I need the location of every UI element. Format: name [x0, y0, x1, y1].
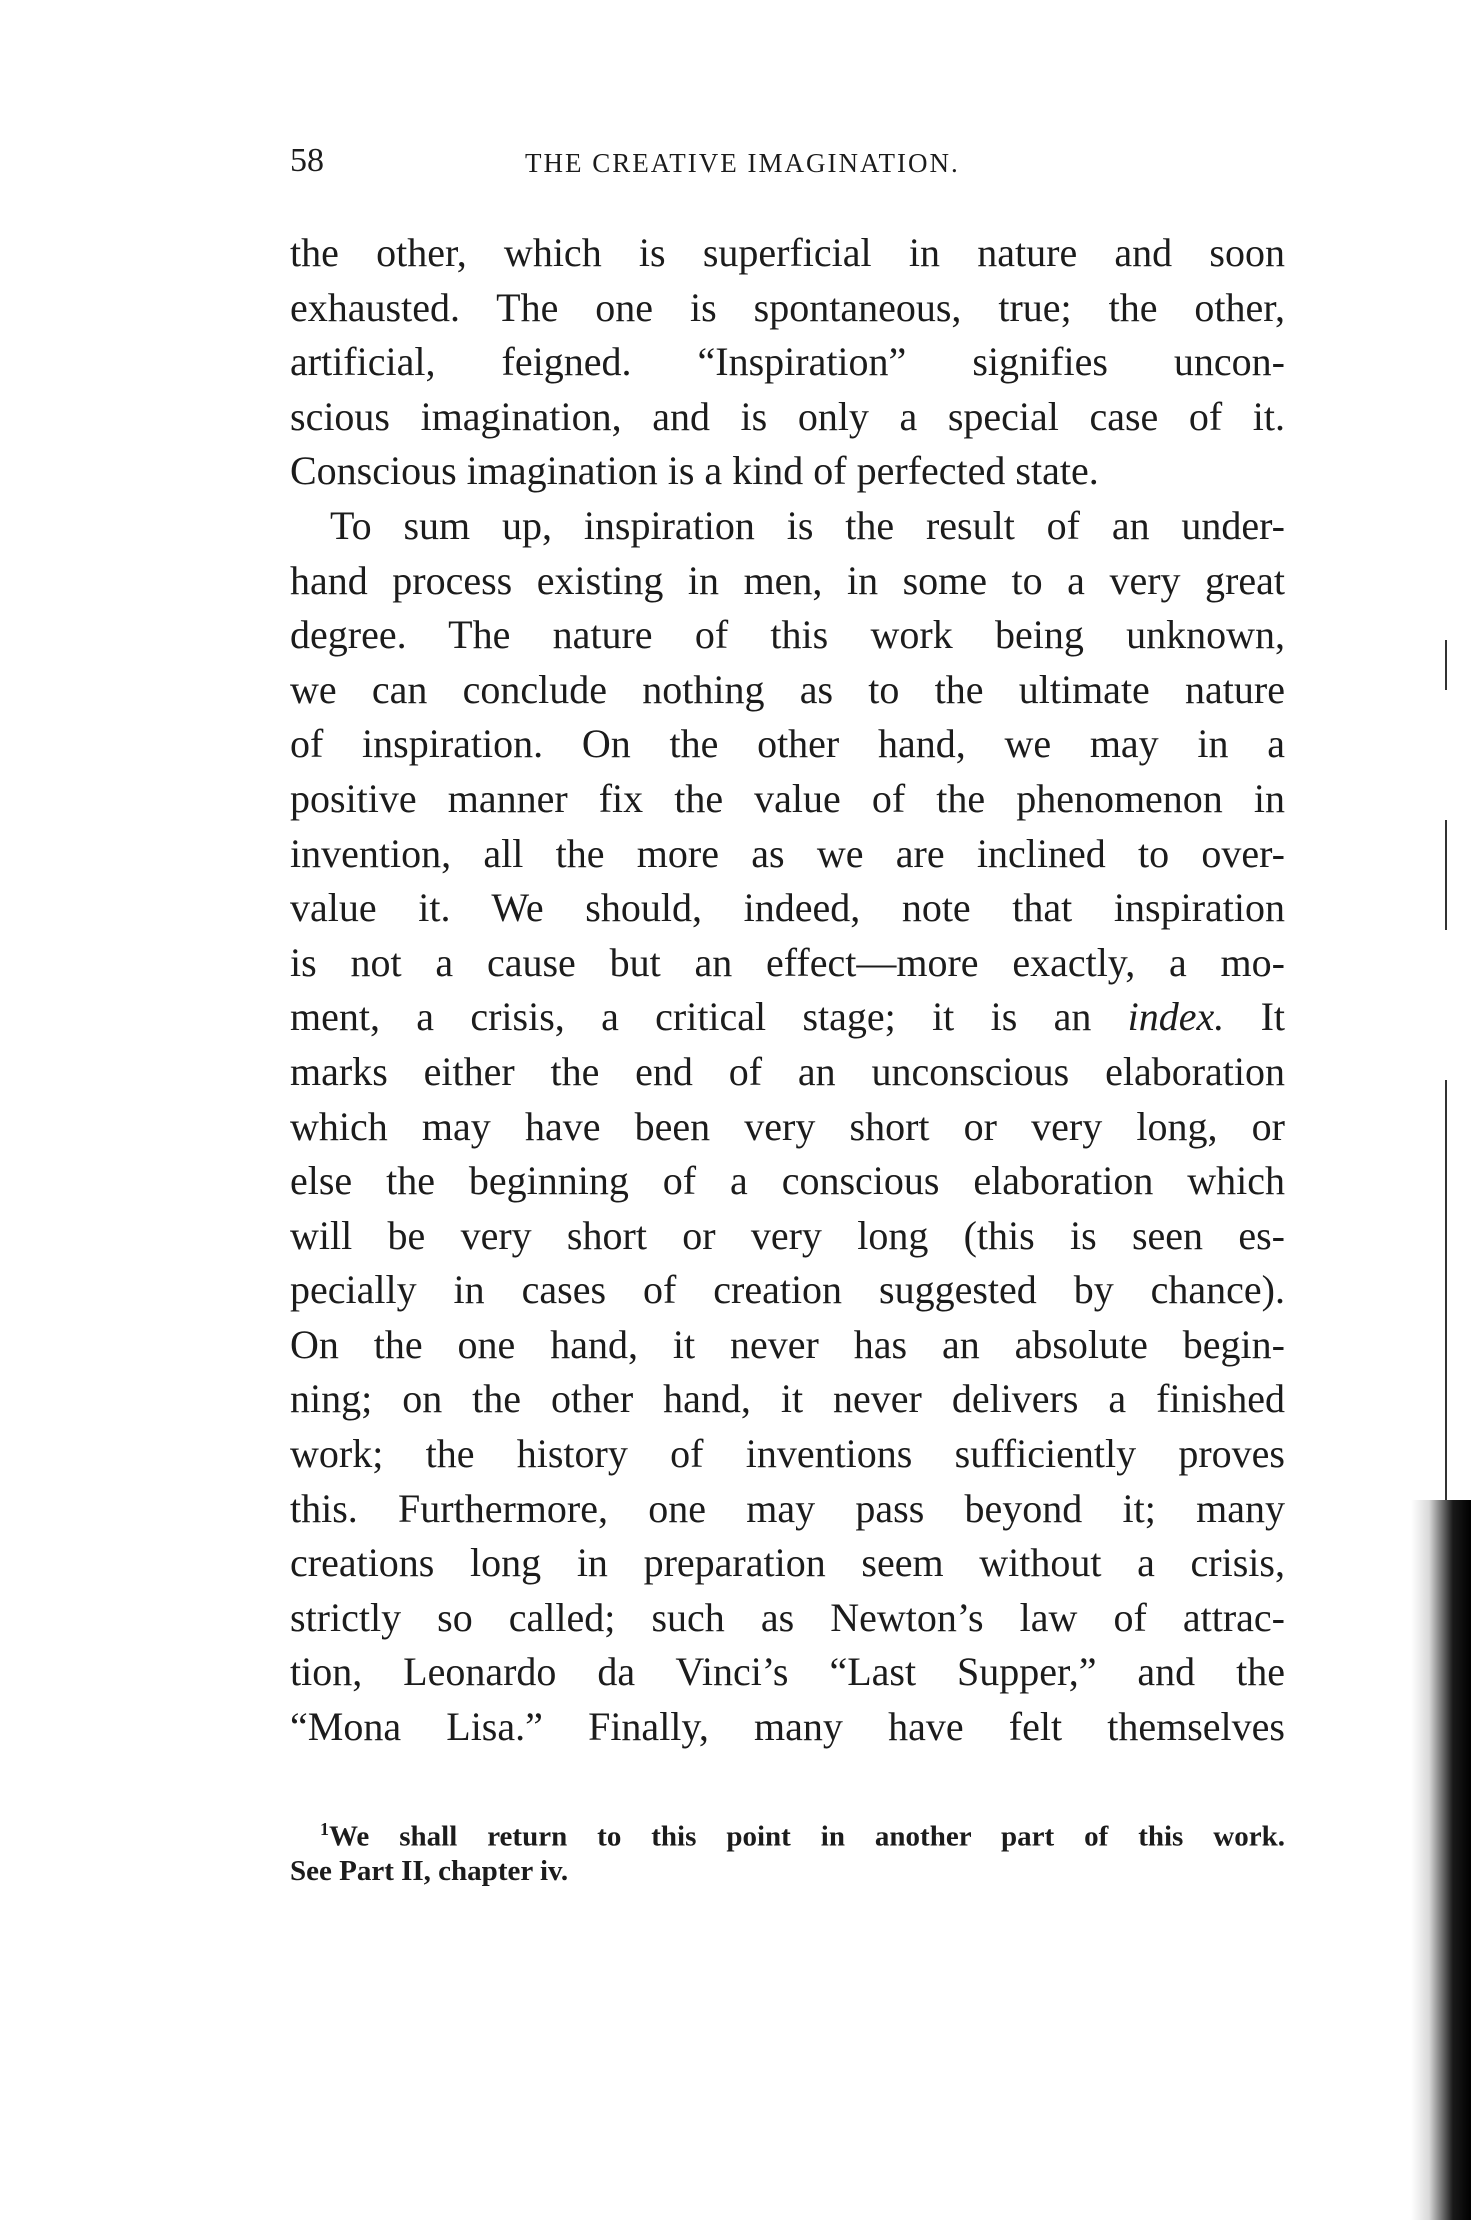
text-line: strictly so called; such as Newton’s law of attrac- — [290, 1594, 1285, 1640]
text-line: creations long in preparation seem without a crisis, — [290, 1540, 1285, 1586]
text-line: we can conclude nothing as to the ultimate nature — [290, 666, 1285, 712]
text-line: invention, all the more as we are inclined to over- — [290, 830, 1285, 876]
text-line: Conscious imagination is a kind of perfected state. — [290, 448, 1099, 494]
text-line: marks either the end of an unconscious elaboration — [290, 1048, 1285, 1094]
text-line: hand process existing in men, in some to a very great — [290, 557, 1285, 603]
footnote — [290, 1808, 1285, 1892]
text-line-part: It — [1224, 994, 1286, 1040]
text-line: artificial, feigned. “Inspiration” signifies uncon- — [290, 339, 1285, 385]
footnote-marker: 1 — [320, 1819, 329, 1839]
text-line: work; the history of inventions sufficiently proves — [290, 1431, 1285, 1477]
text-line: is not a cause but an effect—more exactly, a mo- — [290, 939, 1285, 985]
text-line: will be very short or very long (this is seen es- — [290, 1212, 1285, 1258]
text-line-index — [290, 990, 1285, 1045]
running-title: THE CREATIVE IMAGINATION. — [525, 148, 960, 178]
text-line: degree. The nature of this work being unknown, — [290, 612, 1285, 658]
text-line: tion, Leonardo da Vinci’s “Last Supper,” and the — [290, 1649, 1285, 1695]
italic-index: index. — [1127, 994, 1225, 1040]
footnote-line — [290, 1808, 1285, 1853]
text-line-part: ment, a crisis, a critical stage; it is an — [290, 994, 1128, 1040]
body-text — [290, 226, 1285, 1755]
text-line: of inspiration. On the other hand, we may in a — [290, 721, 1285, 767]
text-line: the other, which is superficial in nature and soon — [290, 230, 1285, 275]
text-line: exhausted. The one is spontaneous, true; the other, — [290, 284, 1285, 330]
text-line: pecially in cases of creation suggested by chance). — [290, 1267, 1285, 1313]
page-edge-mark — [1445, 1080, 1447, 1500]
text-line: To sum up, inspiration is the result of an under- — [330, 502, 1285, 548]
text-line: this. Furthermore, one may pass beyond it; many — [290, 1485, 1285, 1531]
page-edge-mark — [1445, 820, 1447, 930]
page-edge-shadow — [1411, 1500, 1471, 2220]
text-line: else the beginning of a conscious elaboration which — [290, 1158, 1285, 1204]
running-head — [290, 142, 1290, 192]
text-line: On the one hand, it never has an absolute begin- — [290, 1321, 1285, 1367]
page-edge-mark — [1445, 640, 1447, 690]
page-number: 58 — [290, 142, 324, 179]
text-line: “Mona Lisa.” Finally, many have felt themselves — [290, 1704, 1285, 1750]
footnote-text: We shall return to this point in another part of this work. — [329, 1820, 1285, 1853]
text-line: which may have been very short or very long, or — [290, 1103, 1285, 1149]
footnote-line: See Part II, chapter iv. — [290, 1855, 569, 1887]
text-line: scious imagination, and is only a special case of it. — [290, 393, 1285, 439]
text-line: ning; on the other hand, it never delivers a finished — [290, 1376, 1285, 1422]
text-line: positive manner fix the value of the phenomenon in — [290, 775, 1285, 821]
text-line: value it. We should, indeed, note that inspiration — [290, 885, 1285, 931]
